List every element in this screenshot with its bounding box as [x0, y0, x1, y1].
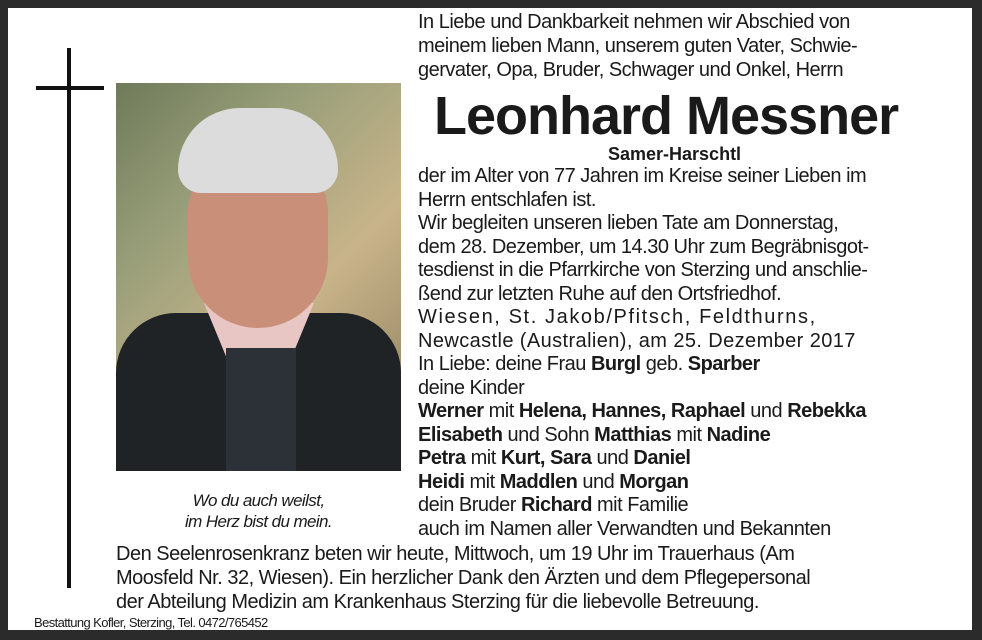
intro-line: In Liebe und Dankbarkeit nehmen wir Abschied von — [418, 11, 850, 33]
body-line — [418, 188, 596, 212]
body-text: und Sohn — [502, 423, 595, 446]
body-line — [418, 423, 770, 447]
body-line — [418, 470, 689, 494]
body-line — [418, 399, 866, 423]
name-text: Rebekka — [787, 400, 866, 422]
closing-line: Den Seelenrosenkranz beten wir heute, Mittwoch, um 19 Uhr im Trauerhaus (Am — [116, 543, 795, 565]
body-text: mit — [464, 470, 500, 493]
deceased-nickname: Samer-Harschtl — [608, 144, 742, 164]
body-line — [418, 211, 838, 235]
name-text: Helena, Hannes, Raphael — [518, 400, 746, 422]
name-text: Morgan — [619, 470, 689, 493]
portrait-photo — [116, 83, 401, 471]
closing-line: der Abteilung Medizin am Krankenhaus Sterzing für die liebevolle Betreuung. — [116, 591, 759, 613]
body-line — [418, 446, 690, 470]
intro-line: meinem lieben Mann, unserem guten Vater, Schwie- — [418, 35, 858, 57]
name-text: Heidi — [418, 470, 465, 493]
memorial-quote — [116, 490, 401, 532]
body-text: Herrn entschlafen ist. — [418, 188, 596, 211]
body-text: geb. — [640, 353, 688, 375]
body-line — [418, 164, 866, 188]
body-text: und — [591, 447, 634, 469]
body-line — [418, 376, 524, 400]
body-text: Wir begleiten unseren lieben Tate am Donnerstag, — [418, 212, 839, 234]
name-text: Richard — [520, 494, 592, 516]
deceased-name: Leonhard Messner — [434, 86, 899, 146]
quote-line: Wo du auch weilst, — [192, 491, 325, 510]
name-text: Sparber — [687, 353, 760, 375]
body-line — [418, 517, 831, 541]
cross-icon-bar — [36, 86, 104, 90]
body-text: Newcastle (Australien), am 25. Dezember 2017 — [418, 329, 856, 352]
name-text: Petra — [418, 447, 466, 469]
name-text: Elisabeth — [418, 423, 503, 446]
body-line — [418, 352, 760, 376]
name-text: Maddlen — [499, 470, 578, 493]
body-text: Wiesen, St. Jakob/Pfitsch, Feldthurns, — [418, 306, 817, 328]
body-text: und — [577, 470, 620, 493]
name-text: Burgl — [590, 353, 641, 375]
body-text: auch im Namen aller Verwandten und Bekannten — [418, 517, 831, 540]
name-text: Daniel — [633, 447, 691, 469]
name-text: Nadine — [706, 423, 771, 446]
body-text: ßend zur letzten Ruhe auf den Ortsfriedhof. — [418, 282, 782, 305]
body-text: mit — [671, 423, 707, 446]
cross-icon — [67, 48, 71, 588]
body-text: mit — [465, 447, 501, 469]
body-text: In Liebe: deine Frau — [418, 353, 591, 375]
body-text: mit Familie — [591, 494, 689, 516]
body-text: der im Alter von 77 Jahren im Kreise seiner Lieben im — [418, 165, 867, 187]
body-line — [418, 493, 688, 517]
body-text: dem 28. Dezember, um 14.30 Uhr zum Begräbnisgot- — [418, 235, 869, 258]
body-text: mit — [483, 400, 519, 422]
quote-line: im Herz bist du mein. — [184, 512, 333, 531]
body-text: dein Bruder — [418, 494, 521, 516]
body-line — [418, 235, 869, 259]
closing-line: Moosfeld Nr. 32, Wiesen). Ein herzlicher Dank den Ärzten und dem Pflegepersonal — [116, 567, 811, 589]
name-text: Werner — [418, 400, 484, 422]
obituary-card — [8, 8, 972, 630]
body-line — [418, 329, 856, 353]
funeral-home-footer: Bestattung Kofler, Sterzing, Tel. 0472/765452 — [34, 615, 268, 630]
body-line — [418, 258, 867, 282]
name-text: Matthias — [594, 423, 672, 446]
body-line — [418, 305, 817, 329]
intro-line: gervater, Opa, Bruder, Schwager und Onkel, Herrn — [418, 59, 844, 81]
name-text: Kurt, Sara — [500, 447, 592, 469]
body-line — [418, 282, 781, 306]
body-text: und — [745, 400, 788, 422]
body-text: tesdienst in die Pfarrkirche von Sterzing und anschlie- — [418, 259, 868, 281]
body-text: deine Kinder — [418, 376, 525, 399]
